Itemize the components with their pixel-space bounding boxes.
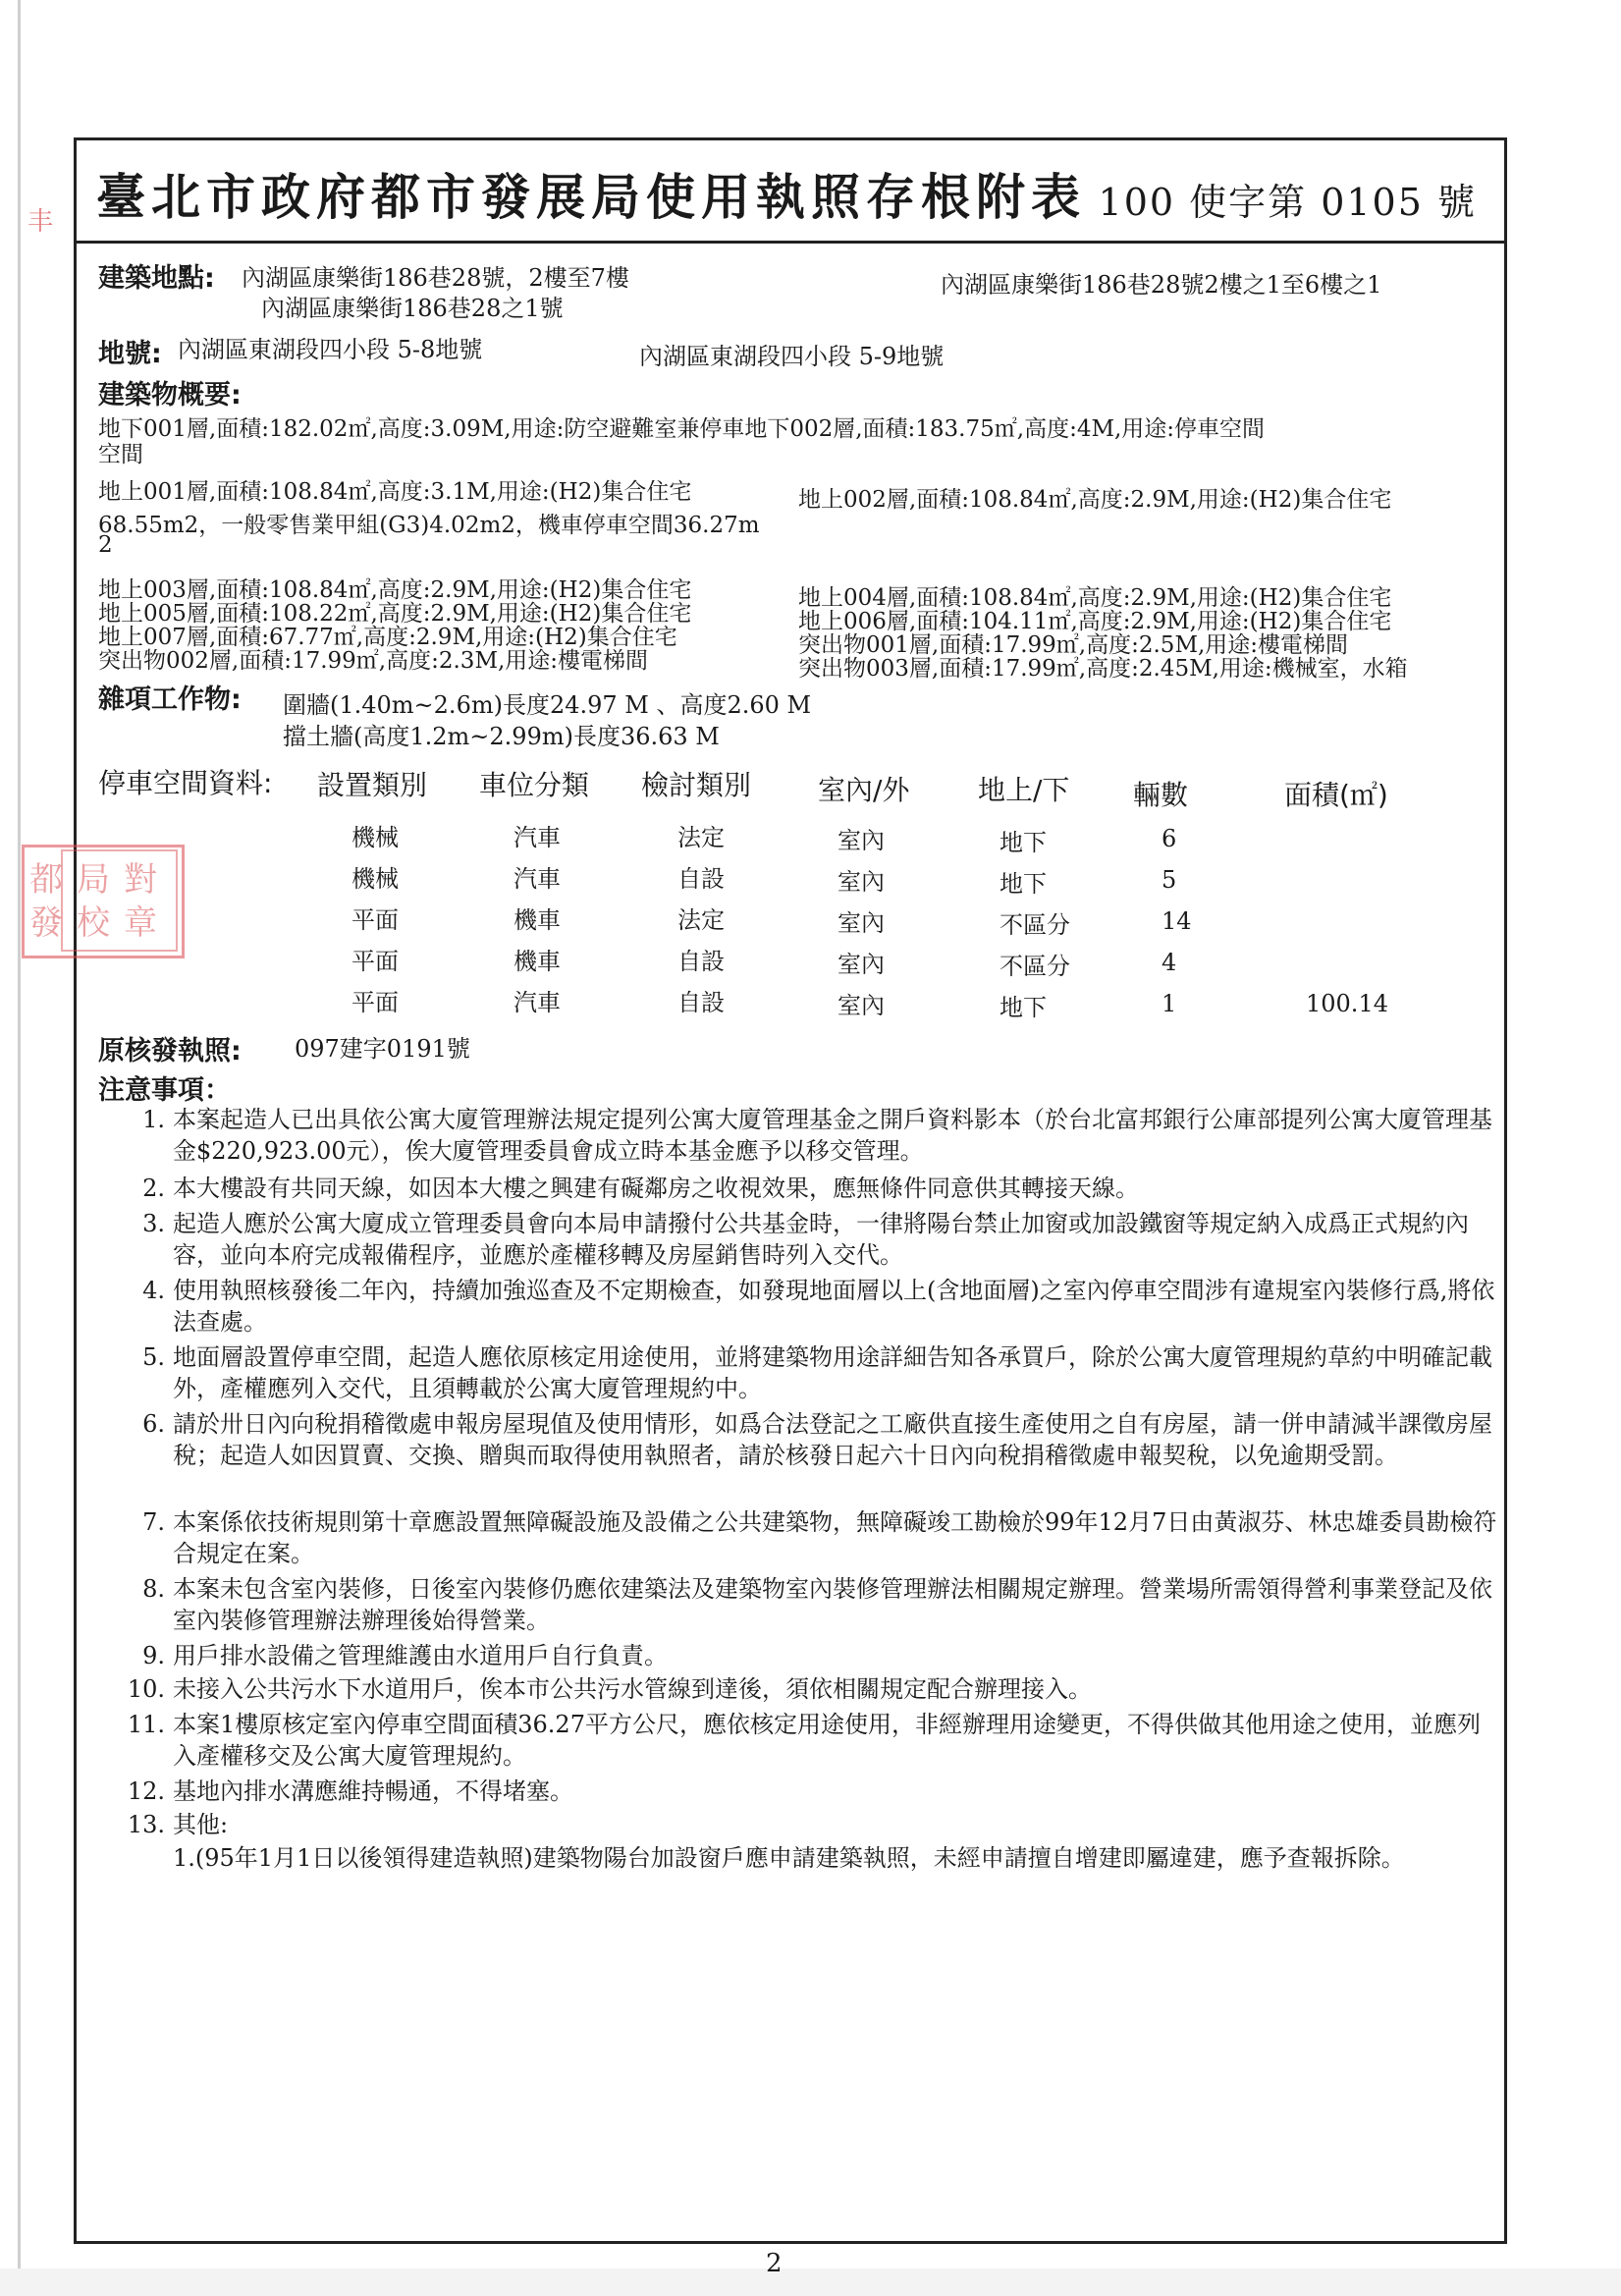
parking-cell: 1 xyxy=(1162,990,1177,1017)
parking-cell: 機械 xyxy=(351,824,399,851)
parking-header-level: 地上/下 xyxy=(978,774,1070,806)
lot-value-2: 內湖區東湖段四小段 5-9地號 xyxy=(639,343,945,370)
parking-cell: 機車 xyxy=(513,948,561,975)
overview-floor2: 地上002層,面積:108.84㎡,高度:2.9M,用途:(H2)集合住宅 xyxy=(798,487,1392,513)
parking-cell: 汽車 xyxy=(513,989,561,1016)
parking-header-review: 檢討類別 xyxy=(641,769,752,801)
overview-floor1: 地上001層,面積:108.84㎡,高度:3.1M,用途:(H2)集合住宅 xyxy=(98,479,692,505)
overview-floor1-cont: 68.55m2，一般零售業甲組(G3)4.02m2，機車停車空間36.27m xyxy=(98,513,760,538)
parking-cell: 汽車 xyxy=(513,865,561,893)
overview-label: 建築物概要: xyxy=(98,380,242,410)
parking-cell: 自設 xyxy=(677,989,725,1016)
parking-cell: 自設 xyxy=(677,948,725,975)
parking-cell: 平面 xyxy=(351,948,399,975)
original-license-label: 原核發執照: xyxy=(98,1036,242,1066)
lot-value-1: 內湖區東湖段四小段 5-8地號 xyxy=(178,336,483,363)
parking-label: 停車空間資料: xyxy=(98,767,273,799)
parking-cell: 不區分 xyxy=(1000,911,1070,939)
overview-roof3: 突出物003層,面積:17.99㎡,高度:2.45M,用途:機械室，水箱 xyxy=(798,656,1408,682)
parking-cell: 室內 xyxy=(838,827,885,854)
notes-label: 注意事項： xyxy=(98,1075,231,1106)
parking-cell: 法定 xyxy=(677,906,725,934)
parking-cell: 室內 xyxy=(838,909,885,937)
scan-bottom-edge xyxy=(0,2269,1621,2296)
misc-works-label: 雜項工作物: xyxy=(98,684,242,715)
parking-cell: 機械 xyxy=(351,865,399,893)
parking-cell: 汽車 xyxy=(513,824,561,851)
side-red-mark: 丰 xyxy=(27,207,54,237)
parking-cell: 5 xyxy=(1162,866,1177,894)
document-title: 臺北市政府都市發展局使用執照存根附表 xyxy=(96,168,1086,226)
parking-cell: 機車 xyxy=(513,906,561,934)
parking-cell: 14 xyxy=(1162,907,1192,935)
misc-works-line1: 圍牆(1.40m~2.6m)長度24.97 M 、高度2.60 M xyxy=(283,691,812,719)
parking-cell: 地下 xyxy=(1000,829,1047,856)
scan-edge xyxy=(18,0,21,2296)
location-line2: 內湖區康樂街186巷28之1號 xyxy=(261,295,564,322)
misc-works-line2: 擋土牆(高度1.2m~2.99m)長度36.63 M xyxy=(283,723,720,750)
overview-basement: 地下001層,面積:182.02㎡,高度:3.09M,用途:防空避難室兼停車地下002層,面積:183.75㎡,高度:4M,用途:停車空間 xyxy=(98,416,1266,442)
parking-cell: 法定 xyxy=(677,824,725,851)
parking-cell: 自設 xyxy=(677,865,725,893)
parking-cell: 6 xyxy=(1162,825,1177,852)
parking-header-count: 輛數 xyxy=(1133,779,1189,811)
parking-header-area: 面積(㎡) xyxy=(1284,779,1388,811)
license-number: 100 使字第 0105 號 xyxy=(1098,181,1477,224)
parking-cell: 平面 xyxy=(351,906,399,934)
parking-header-indoor: 室內/外 xyxy=(818,774,910,806)
original-license-value: 097建字0191號 xyxy=(295,1035,470,1063)
parking-cell: 地下 xyxy=(1000,870,1047,898)
overview-basement-cont: 空間 xyxy=(98,442,143,467)
parking-cell: 地下 xyxy=(1000,994,1047,1021)
parking-cell: 4 xyxy=(1162,949,1177,976)
overview-floor3: 地上003層,面積:108.84㎡,高度:2.9M,用途:(H2)集合住宅 xyxy=(98,577,692,603)
overview-floor7: 地上007層,面積:67.77㎡,高度:2.9M,用途:(H2)集合住宅 xyxy=(98,625,677,650)
overview-floor6: 地上006層,面積:104.11㎡,高度:2.9M,用途:(H2)集合住宅 xyxy=(798,609,1392,634)
parking-cell: 室內 xyxy=(838,951,885,978)
overview-floor4: 地上004層,面積:108.84㎡,高度:2.9M,用途:(H2)集合住宅 xyxy=(798,585,1392,611)
title-box xyxy=(74,137,1507,241)
parking-cell: 室內 xyxy=(838,868,885,896)
overview-roof1: 突出物001層,面積:17.99㎡,高度:2.5M,用途:樓電梯間 xyxy=(798,632,1349,658)
overview-floor5: 地上005層,面積:108.22㎡,高度:2.9M,用途:(H2)集合住宅 xyxy=(98,601,692,627)
overview-floor1-cont2: 2 xyxy=(98,532,113,558)
document-frame: 建築地點: 內湖區康樂街186巷28號，2樓至7樓 內湖區康樂街186巷28號2樓之1至6樓之1 內湖區康樂街186巷28之1號 地號: 內湖區東湖段四小段 5-8地號 內湖區東湖段四小段 5-9地號 建築物概要: 地下001層,面積:182.02㎡,高度:3.09M,用途:防空避難室兼停車地下002層,面積:183.75㎡,高度:4M,用途:停車空間 空間 地上001層,面積:108.84㎡,高度:3.1M,用途:(H2)集合住宅 地上002層,面積:108.84㎡,高度:2.9M,用途:(H2)集合住宅 68.55m2，一般零售業甲組(G3)4.02m2，機車停車空間36.27m 2 地上003層,面積:108.84㎡,高度:2.9M,用途:(H2)集合住宅 地上005層,面積:108.22㎡,高度:2.9M,用途:(H2)集合住宅 地上007層,面積:67.77㎡,高度:2.9M,用途:(H2)集合住宅 突出物002層,面積:17.99㎡,高度:2.3M,用途:樓電梯間 地上004層,面積:108.84㎡,高度:2.9M,用途:(H2)集合住宅 地上006層,面積:104.11㎡,高度:2.9M,用途:(H2)集合住宅 突出物001層,面積:17.99㎡,高度:2.5M,用途:樓電梯間 突出物003層,面積:17.99㎡,高度:2.45M,用途:機械室，水箱 雜項工作物: 圍牆(1.40m~2.6m)長度24.97 M 、高度2.60 M 擋土牆(高度1.2m~2.99m)長度36.63 M 停車空間資料: 設置類別 車位分類 檢討類別 室內/外 地上/下 輛數 面積(㎡) 機械 汽車 法定 室內 地下 6 機械 汽車 自設 室內 地下 5 平面 機車 法定 室內 不區分 14 平面 機車 自設 室內 不區分 4 平面 汽車 自設 室內 地下 1 100.14 原核發執照: 097建字0191號 注意事項： 1. 本案起造人已出具依公寓大廈管理辦法規定提列公寓大廈管理基金之開戶資料影本（於台北富邦銀行公庫部提列公寓大廈管理基金$220,923.00元），俟大廈管理委員會成立時本基金應予以移交管理。 2. 本大樓設有共同天線，如因本大樓之興建有礙鄰房之收視效果，應無條件同意供其轉接天線。 3. 起造人應於公寓大廈成立管理委員會向本局申請撥付公共基金時，一律將陽台禁止加窗或加設鐵窗等規定納入成爲正式規約內容，並向本府完成報備程序，並應於產權移轉及房屋銷售時列入交代。 4. 使用執照核發後二年內，持續加強巡查及不定期檢查，如發現地面層以上(含地面層)之室內停車空間涉有違規室內裝修行爲,將依法查處。 5. 地面層設置停車空間，起造人應依原核定用途使用，並將建築物用途詳細告知各承買戶，除於公寓大廈管理規約草約中明確記載外，產權應列入交代，且須轉載於公寓大廈管理規約中。 6. 請於卅日內向稅捐稽徵處申報房屋現值及使用情形，如爲合法登記之工廠供直接生產使用之自有房屋，請一併申請減半課徵房屋稅；起造人如因買賣、交換、贈與而取得使用執照者，請於核發日起六十日內向稅捐稽徵處申報契稅，以免逾期受罰。 7. 本案係依技術規則第十章應設置無障礙設施及設備之公共建築物，無障礙竣工勘檢於99年12月7日由黃淑芬、林忠雄委員勘檢符合規定在案。 8. 本案未包含室內裝修，日後室內裝修仍應依建築法及建築物室內裝修管理辦法相關規定辦理。營業場所需領得營利事業登記及依室內裝修管理辦法辦理後始得營業。 9. 用戶排水設備之管理維護由水道用戶自行負責。 10. 未接入公共污水下水道用戶，俟本市公共污水管線到達後，須依相關規定配合辦理接入。 11. 本案1樓原核定室內停車空間面積36.27平方公尺，應依核定用途使用，非經辦理用途變更，不得供做其他用途之使用，並應列入產權移交及公寓大廈管理規約。 12. 基地內排水溝應維持暢通，不得堵塞。 13. 其他: 1.(95年1月1日以後領得建造執照)建築物陽台加設窗戶應申請建築執照，未經申請擅自增建即屬違建，應予查報拆除。 xyxy=(74,241,1507,2244)
parking-header-vehicle: 車位分類 xyxy=(479,769,590,801)
parking-cell: 100.14 xyxy=(1306,990,1388,1017)
overview-roof2: 突出物002層,面積:17.99㎡,高度:2.3M,用途:樓電梯間 xyxy=(98,648,649,674)
lot-label: 地號: xyxy=(98,339,162,369)
location-line1-right: 內湖區康樂街186巷28號2樓之1至6樓之1 xyxy=(941,271,1382,299)
parking-cell: 平面 xyxy=(351,989,399,1016)
parking-cell: 室內 xyxy=(838,992,885,1019)
location-label: 建築地點: xyxy=(98,263,215,294)
page-number: 2 xyxy=(766,2249,783,2278)
location-line1: 內湖區康樂街186巷28號，2樓至7樓 xyxy=(242,264,629,292)
parking-cell: 不區分 xyxy=(1000,953,1070,980)
parking-header-type: 設置類別 xyxy=(317,769,428,801)
